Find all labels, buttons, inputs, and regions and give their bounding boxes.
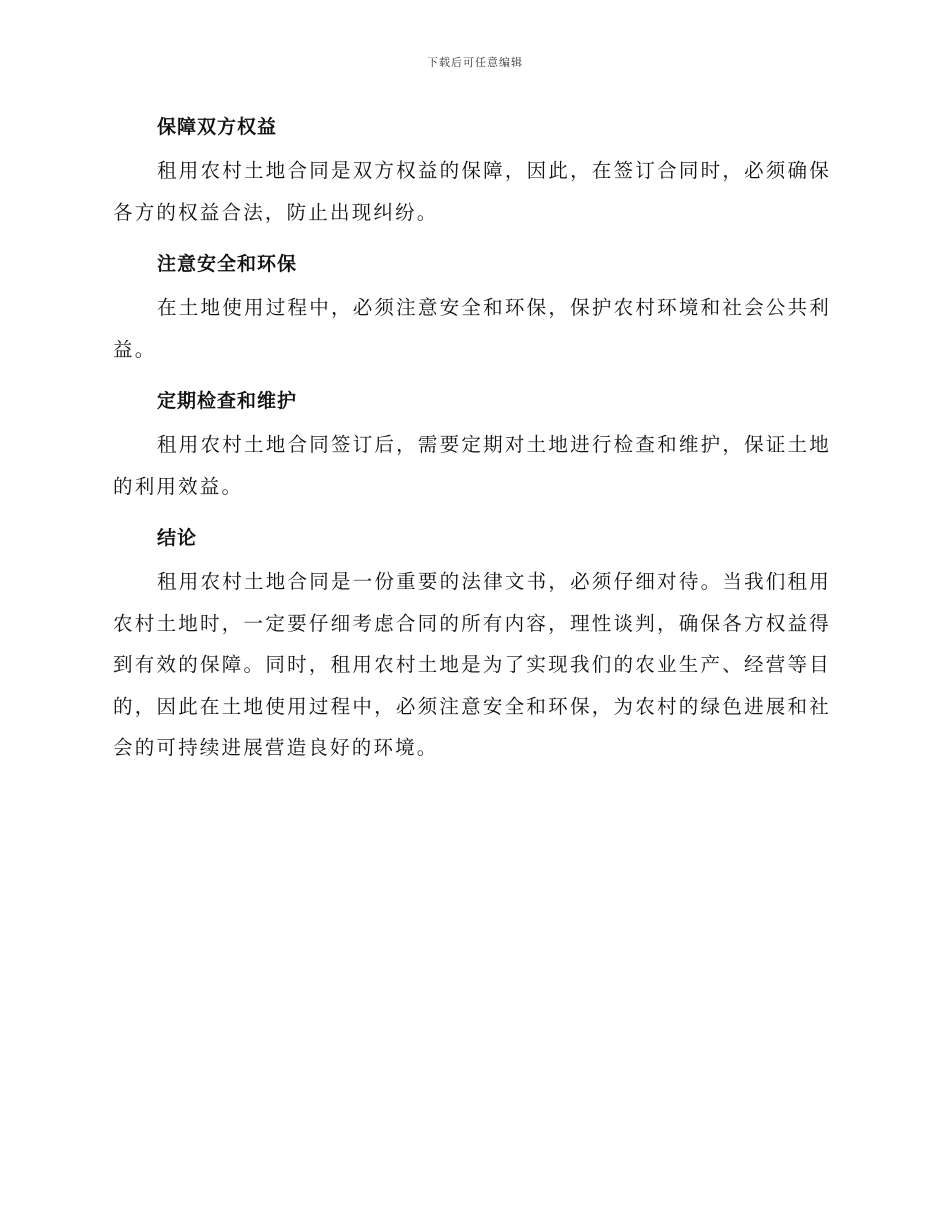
section-paragraph: 在土地使用过程中，必须注意安全和环保，保护农村环境和社会公共利益。 [113, 296, 831, 361]
section-heading: 结论 [157, 527, 198, 549]
section-heading: 注意安全和环保 [157, 253, 298, 275]
section-paragraph: 租用农村土地合同签订后，需要定期对土地进行检查和维护，保证土地的利用效益。 [113, 433, 831, 498]
section-conclusion [113, 519, 831, 769]
section-paragraph: 租用农村土地合同是双方权益的保障，因此，在签订合同时，必须确保各方的权益合法，防止出现纠纷。 [113, 159, 831, 224]
document-body [113, 108, 831, 781]
section-inspection-maintenance [113, 382, 831, 507]
section-protect-rights [113, 108, 831, 233]
page-header-note: 下载后可任意编辑 [427, 56, 523, 69]
section-paragraph: 租用农村土地合同是一份重要的法律文书，必须仔细对待。当我们租用农村土地时，一定要仔细考虑合同的所有内容，理性谈判，确保各方权益得到有效的保障。同时，租用农村土地是为了实现我们的农业生产、经营等目的，因此在土地使用过程中，必须注意安全和环保，为农村的绿色进展和社会的可持续进展营造良好的环境。 [113, 570, 831, 759]
section-safety-environment [113, 245, 831, 370]
section-heading: 保障双方权益 [157, 116, 278, 138]
section-heading: 定期检查和维护 [157, 390, 298, 412]
